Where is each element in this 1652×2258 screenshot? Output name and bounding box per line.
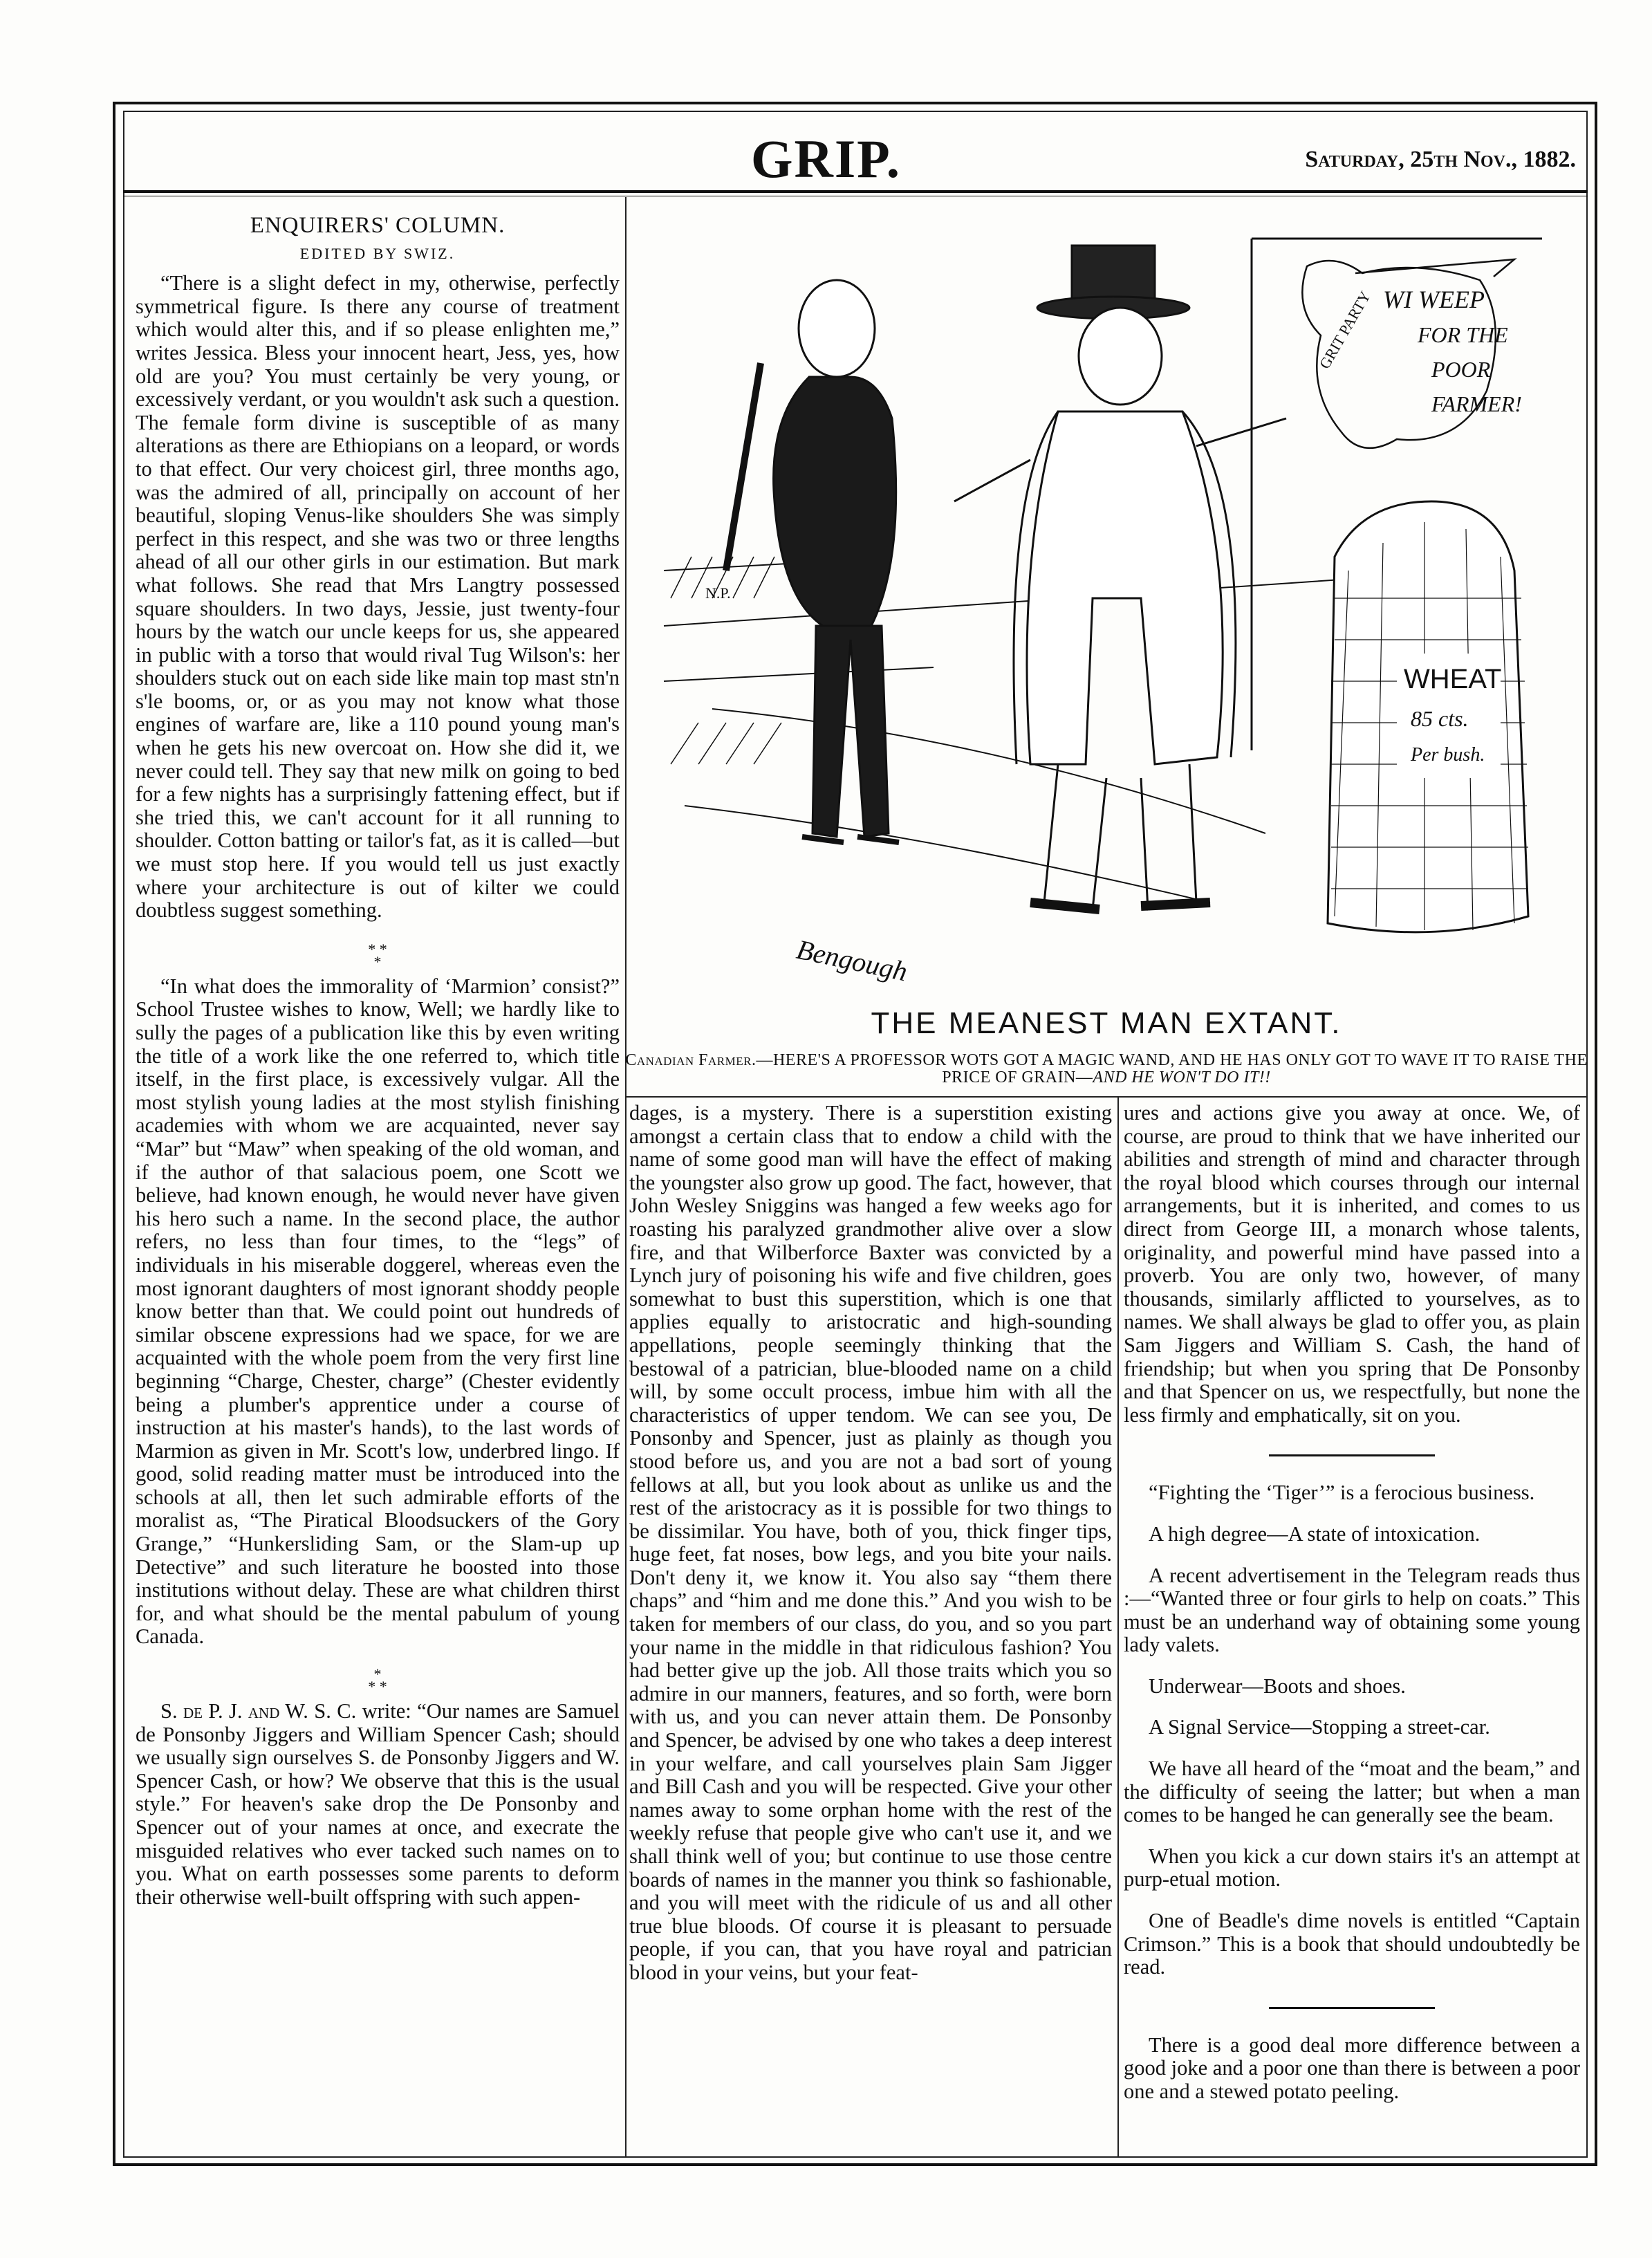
jokes-column (1124, 1102, 1580, 2104)
cartoon-title: THE MEANEST MAN EXTANT. (871, 1006, 1342, 1040)
sign-label: GRIT PARTY (1315, 288, 1374, 372)
caption-speaker: Canadian Farmer. (625, 1051, 757, 1069)
sign-text: WI WEEP (1383, 286, 1485, 313)
article-paragraph: ures and actions give you away at once. We, of course, are proud to think that we have inherited our abilities and strength of mind and character through the royal blood which courses through our internal arrangements, but it is inherited, and comes to us direct from George III, a monarch whose talents, originality, and powerful mind have passed into a proverb. You are only two, however, of many thousands, similarly afflicted to yourselves, as to names. We shall always be glad to offer you, as plain Sam Jiggers and William S. Cash, the hand of friendship; but when you spring that De Ponsonby and that Spencer on us, we respectfully, but none the less firmly and emphatically, sit on you. (1124, 1101, 1580, 1427)
sack-label: 85 cts. (1411, 706, 1469, 731)
wand-label: N.P. (705, 584, 731, 602)
cartoon-caption (622, 1052, 1590, 1086)
header-rule (123, 190, 1588, 193)
sack-label: Per bush. (1411, 744, 1485, 766)
section-rule (1269, 1454, 1435, 1456)
joke-item: A Signal Service—Stopping a street-car. (1149, 1715, 1490, 1739)
section-rule (1269, 2007, 1435, 2009)
joke-item: A high degree—A state of intoxication. (1149, 1521, 1481, 1546)
joke-item: Underwear—Boots and shoes. (1149, 1674, 1406, 1698)
sign-text: FARMER! (1431, 391, 1522, 416)
cartoon-bottom-rule (625, 1096, 1588, 1098)
joke-item: One of Beadle's dime novels is entitled “Captain Crimson.” This is a book that should undoubtedly be read. (1124, 1909, 1580, 1979)
column-byline: EDITED BY SWIZ. (299, 244, 456, 262)
joke-item: “Fighting the ‘Tiger’” is a ferocious business. (1149, 1481, 1535, 1505)
article-paragraph (136, 1700, 620, 1909)
issue-date: Saturday, 25th Nov., 1882. (1305, 147, 1576, 172)
asterism-separator: * * * (368, 1665, 387, 1696)
sign-text: POOR (1431, 357, 1491, 382)
joke-item: When you kick a cur down stairs it's an attempt at purp-etual motion. (1124, 1844, 1580, 1891)
caption-text: —HERE'S A PROFESSOR WOTS GOT A MAGIC WAND, AND HE HAS ONLY GOT TO WAVE IT TO RAISE THE PRICE OF GRAIN— (756, 1051, 1588, 1086)
sack-label: WHEAT (1404, 664, 1502, 694)
article-paragraph: “There is a slight defect in my, otherwise, perfectly symmetrical figure. Is there any course of treatment which would alter this, and if so please enlighten me,” writes Jessica. Bless your innocent heart, Jess, yes, how old are you? You must certainly be very young, or excessively verdant, or you wouldn't ask such a question. The female form divine is susceptible of as many alterations as there are Ethiopians on a leopard, or words to that effect. Our very choicest girl, three months ago, was the admired of all, principally on account of her beautiful, sloping Venus-like shoulders She was simply perfect in this respect, and she was two or three lengths ahead of all our other girls in our estimation. But mark what follows. She read that Mrs Langtry possessed square shoulders. In two days, Jessie, just twenty-four hours by the watch our uncle keeps for us, she appeared in public with a torso that would rival Tug Wilson's: her shoulders stuck out on each side like main top mast stn'n s'le booms, or, or as you may not know what those engines of warfare are, like a 110 pound young man's when he gets his new overcoat on. How she did it, we never could tell. They say that new milk on going to bed for a few nights has a surprisingly fattening effect, but if she tried this, we can't account for it all running to shoulder. Cotton batting or tailor's fat, as it is called—but we must stop here. If you would tell us just exactly where your architecture is out of kilter we could doubtless suggest something. (136, 271, 620, 923)
column-heading: ENQUIRERS' COLUMN. (250, 213, 505, 238)
joke-item: A recent advertisement in the Telegram reads thus :—“Wanted three or four girls to help on coats.” This must be an underhand way of obtaining some young lady valets. (1124, 1563, 1580, 1657)
caption-emphasis: AND HE WON'T DO IT!! (1093, 1068, 1271, 1086)
cartoon-illustration (643, 211, 1570, 1006)
column-divider-1 (625, 197, 627, 2158)
column-divider-2 (1117, 1098, 1119, 2158)
article-paragraph: dages, is a mystery. There is a superstition existing amongst a certain class that to endow a child with the name of some good man will have the effect of making the youngster also grow up good. The fact, however, that John Wesley Sniggins was hanged a few weeks ago for roasting his paralyzed grandmother alive over a slow fire, and that Wilberforce Baxter was convicted by a Lynch jury of poisoning his wife and five children, goes somewhat to bust this superstition, which is one that applies equally to aristocratic and high-sounding appellations, people seemingly thinking that the bestowal of a patrician, blue-blooded name on a child will, by some occult process, imbue him with all the characteristics of upper tendom. We can see you, De Ponsonby and Spencer, just as plainly as though you stood before us, and you are not a bad sort of young fellows at all, but you look about as unlike us and the rest of the aristocracy as it is possible for two things to be dissimilar. You have, both of you, thick finger tips, huge feet, fat noses, bow legs, and you bite your nails. Don't deny it, we know it. You also say “them there chaps” and “him and me done this.” And you wish to be taken for members of our class, do you, and so you part your name in the middle in that ridiculous fashion? You had better give up the job. All those traits which you so admire in our manners, features, and so forth, were born with us, and you can never attain them. De Ponsonby and Spencer, be advised by one who takes a deep interest in your welfare, and call yourselves plain Sam Jigger and Bill Cash and you will be respected. Give your other names away to some orphan home with the rest of the weekly refuse that people give who can't use it, and we shall think well of you; but continue to use those centre boards of names in the manner you think so fashionable, and you will meet with the ridicule of us and all other true blue bloods. Of course it is pleasant to persuade people, if you can, that you have royal and patrician blood in your veins, but your feat- (629, 1101, 1112, 1984)
enquirers-column (136, 207, 620, 1909)
sign-text: FOR THE (1418, 322, 1508, 347)
masthead: GRIP. (750, 129, 902, 189)
joke-item: There is a good deal more difference between a good joke and a poor one than there is between a poor one and a stewed potato peeling. (1124, 2033, 1580, 2103)
joke-item: We have all heard of the “moat and the beam,” and the difficulty of seeing the latter; but when a man comes to be hanged he can generally see the beam. (1124, 1757, 1580, 1827)
article-continuation-column (629, 1102, 1112, 1985)
article-paragraph: “In what does the immorality of ‘Marmion’ consist?” School Trustee wishes to know, Well; we hardly like to sully the pages of a publication like this by even writing the title of a work like the one referred to, which title itself, in the first place, is excessively vulgar. All the most stylish young ladies at the most stylish finishing academies with whom we are acquainted, never say “Mar” but “Maw” when speaking of the old woman, and if the author of that salacious poem, one Scott we believe, had known enough, he would never have given his hero such a name. In the second place, the author refers, no less than four times, to the “legs” of individuals in his miserable doggerel, whereas even the most ignorant daughters of most ignorant shoddy people know better than that. We could point out hundreds of similar obscene expressions had we space, for we are acquainted with the whole poem from the very first line beginning “Charge, Chester, charge” (Chester evidently being a plumber's apprentice under a course of instruction at his master's hands), to the last words of Marmion as given in Mr. Scott's low, underbred lingo. If good, solid reading matter must be introduced into the schools at all, then let such admirable efforts of the moralist as, “The Piratical Bloodsuckers of the Gory Grange,” “Hunkersliding Sam, or the Slam-up up Detective” and such literature he boosted into those institutions without delay. These are what children thirst for, and what should be the mental pabulum of young Canada. (136, 974, 620, 1649)
asterism-separator: * * * (368, 940, 387, 970)
paragraph-text: write: “Our names are Samuel de Ponsonby Jiggers and William Spencer Cash; should we usually sign ourselves S. de Ponsonby Jiggers and W. Spencer Cash, or how? We observe that this is the usual style.” For heaven's sake drop the De Ponsonby and Spencer out of your names at once, and execrate the misguided relatives who ever tacked such names on to you. What on earth possesses some parents to deform their otherwise well-built offspring with such appen- (136, 1699, 620, 1909)
correspondent-initials: S. de P. J. and W. S. C. (160, 1699, 357, 1723)
artist-signature: Bengough (794, 933, 911, 988)
